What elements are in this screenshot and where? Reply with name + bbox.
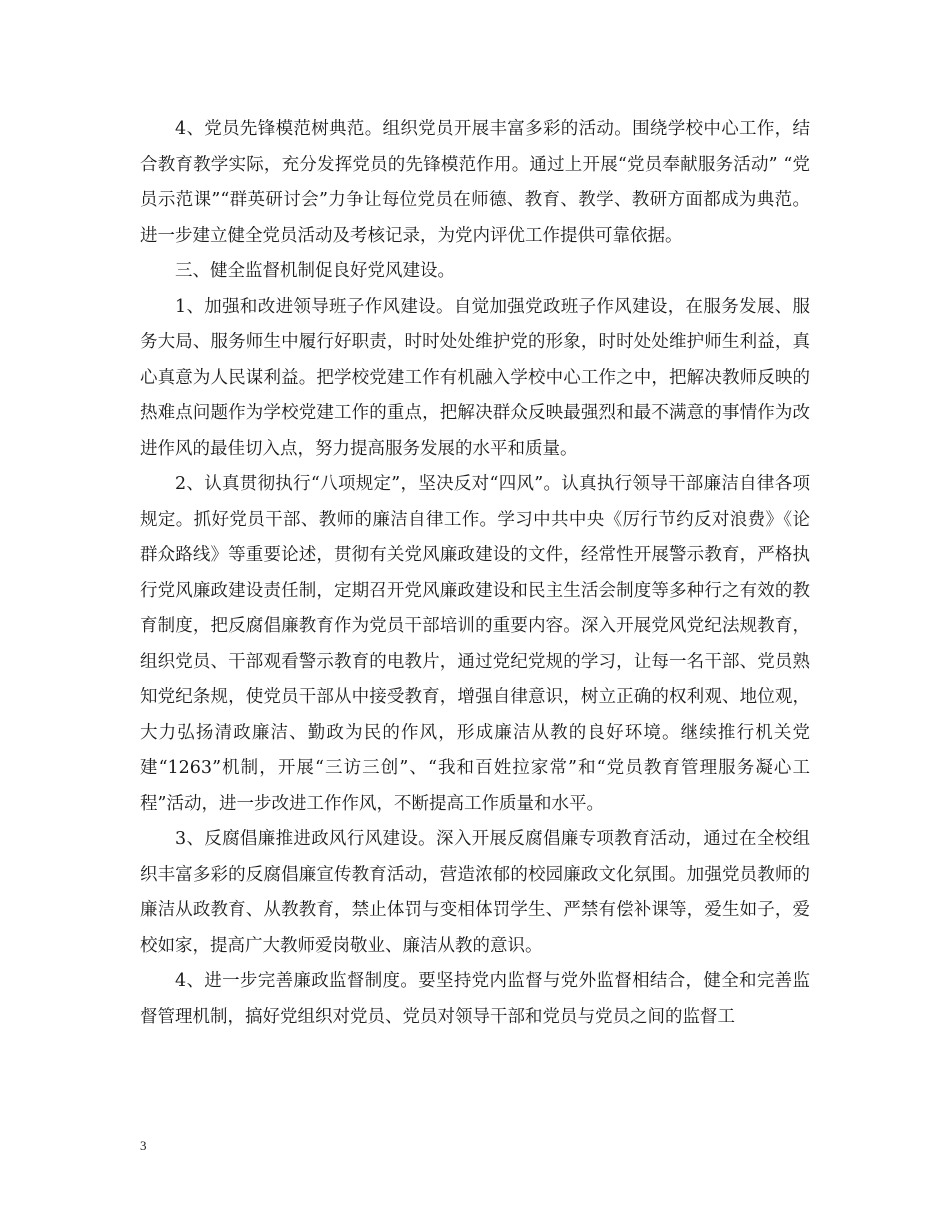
page-number: 3 (140, 1138, 147, 1153)
paragraph-anticorruption: 3、反腐倡廉推进政风行风建设。深入开展反腐倡廉专项教育活动，通过在全校组织丰富多彩的反腐倡廉宣传教育活动，营造浓郁的校园廉政文化氛围。加强党员教师的廉洁从政教育、从教教育，禁止体罚与变相体罚学生、严禁有偿补课等，爱生如子，爱校如家，提高广大教师爱岗敬业、廉洁从教的意识。 (140, 829, 810, 956)
document-body (140, 112, 810, 1035)
paragraph-supervision-system: 4、进一步完善廉政监督制度。要坚持党内监督与党外监督相结合，健全和完善监督管理机制，搞好党组织对党员、党员对领导干部和党员与党员之间的监督工 (140, 971, 810, 1027)
section-heading-supervision-mechanism: 三、健全监督机制促良好党风建设。 (175, 261, 455, 281)
paragraph-leadership-style: 1、加强和改进领导班子作风建设。自觉加强党政班子作风建设，在服务发展、服务大局、服务师生中履行好职责，时时处处维护党的形象，时时处处维护师生利益，真心真意为人民谋利益。把学校党建工作有机融入学校中心工作之中，把解决教师反映的热难点问题作为学校党建工作的重点，把解决群众反映最强烈和最不满意的事情作为改进作风的最佳切入点，努力提高服务发展的水平和质量。 (140, 296, 810, 459)
paragraph-party-member-pioneer: 4、党员先锋模范树典范。组织党员开展丰富多彩的活动。围绕学校中心工作，结合教育教学实际，充分发挥党员的先锋模范作用。通过上开展“党员奉献服务活动” “党员示范课”“群英研讨会”力争让每位党员在师德、教育、教学、教研方面都成为典范。进一步建立健全党员活动及考核记录，为党内评优工作提供可靠依据。 (140, 119, 810, 246)
paragraph-eight-rules: 2、认真贯彻执行“八项规定”，坚决反对“四风”。认真执行领导干部廉洁自律各项规定。抓好党员干部、教师的廉洁自律工作。学习中共中央《厉行节约反对浪费》《论群众路线》等重要论述，贯彻有关党风廉政建设的文件，经常性开展警示教育，严格执行党风廉政建设责任制，定期召开党风廉政建设和民主生活会制度等多种行之有效的教育制度，把反腐倡廉教育作为党员干部培训的重要内容。深入开展党风党纪法规教育，组织党员、干部观看警示教育的电教片，通过党纪党规的学习，让每一名干部、党员熟知党纪条规，使党员干部从中接受教育，增强自律意识，树立正确的权利观、地位观，大力弘扬清政廉洁、勤政为民的作风，形成廉洁从教的良好环境。继续推行机关党建“1263”机制，开展“三访三创”、“我和百姓拉家常”和“党员教育管理服务凝心工程”活动，进一步改进工作作风，不断提高工作质量和水平。 (140, 474, 810, 814)
